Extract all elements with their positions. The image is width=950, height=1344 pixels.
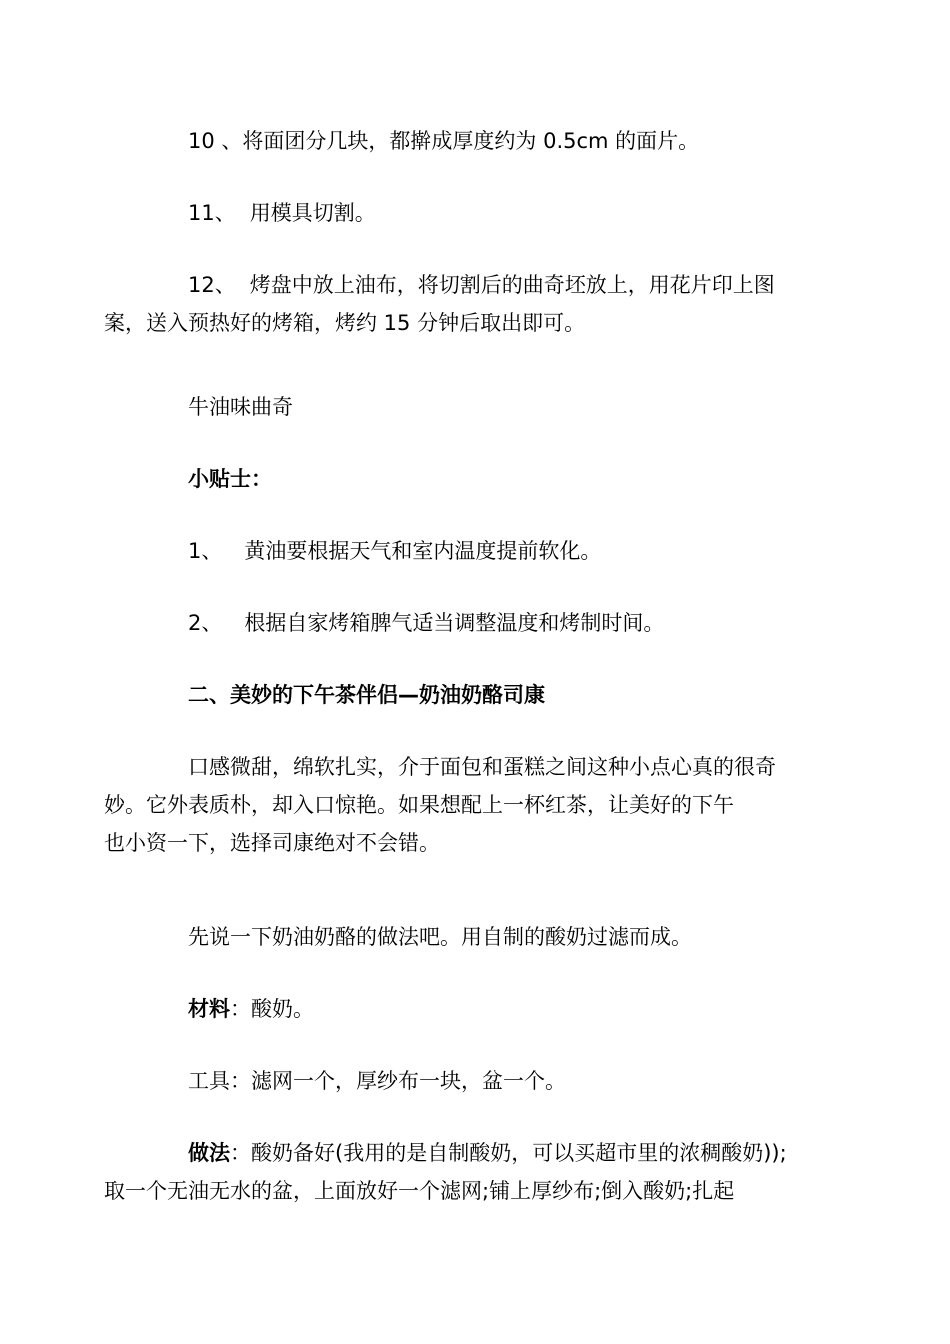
step-text-line1: 烤盘中放上油布，将切割后的曲奇坯放上，用花片印上图 [249,273,775,297]
tips-heading: 小贴士： [188,467,272,491]
step-text-line2: 案，送入预热好的烤箱，烤约 15 分钟后取出即可。 [104,311,586,335]
step-11 [146,194,810,232]
tip-text: 黄油要根据天气和室内温度提前软化。 [244,539,602,563]
tip-number: 2、 [188,611,223,635]
tools-line: 工具：滤网一个，厚纱布一块，盆一个。 [188,1069,566,1093]
tip-item-2 [146,604,810,642]
intro-line-1: 口感微甜，绵软扎实，介于面包和蛋糕之间这种小点心真的很奇 [188,755,776,779]
tip-number: 1、 [188,539,223,563]
intro-paragraph [104,748,810,862]
step-text: 将面团分几块，都擀成厚度约为 0.5cm 的面片。 [242,129,700,153]
step-number: 12、 [188,273,236,297]
step-text: 用模具切割。 [249,201,376,225]
lead-paragraph: 先说一下奶油奶酪的做法吧。用自制的酸奶过滤而成。 [188,925,692,949]
method-paragraph [104,1134,810,1210]
step-10 [146,122,810,160]
method-label: 做法 [188,1141,230,1165]
materials-value: ：酸奶。 [230,997,314,1021]
step-number: 11、 [188,201,236,225]
materials-line [146,990,810,1028]
section-heading: 二、美妙的下午茶伴侣—奶油奶酪司康 [188,683,545,707]
materials-label: 材料 [188,997,230,1021]
caption: 牛油味曲奇 [188,395,293,419]
tip-item-1 [146,532,810,570]
step-separator: 、 [214,129,243,153]
intro-line-2: 妙。它外表质朴，却入口惊艳。如果想配上一杯红茶，让美好的下午 [104,793,734,817]
tip-text: 根据自家烤箱脾气适当调整温度和烤制时间。 [244,611,665,635]
intro-line-3: 也小资一下，选择司康绝对不会错。 [104,831,440,855]
method-line-1: ：酸奶备好(我用的是自制酸奶，可以买超市里的浓稠酸奶)); [230,1141,787,1165]
step-number: 10 [188,129,215,153]
step-12 [104,266,810,342]
method-line-2: 取一个无油无水的盆，上面放好一个滤网;铺上厚纱布;倒入酸奶;扎起 [104,1179,735,1203]
